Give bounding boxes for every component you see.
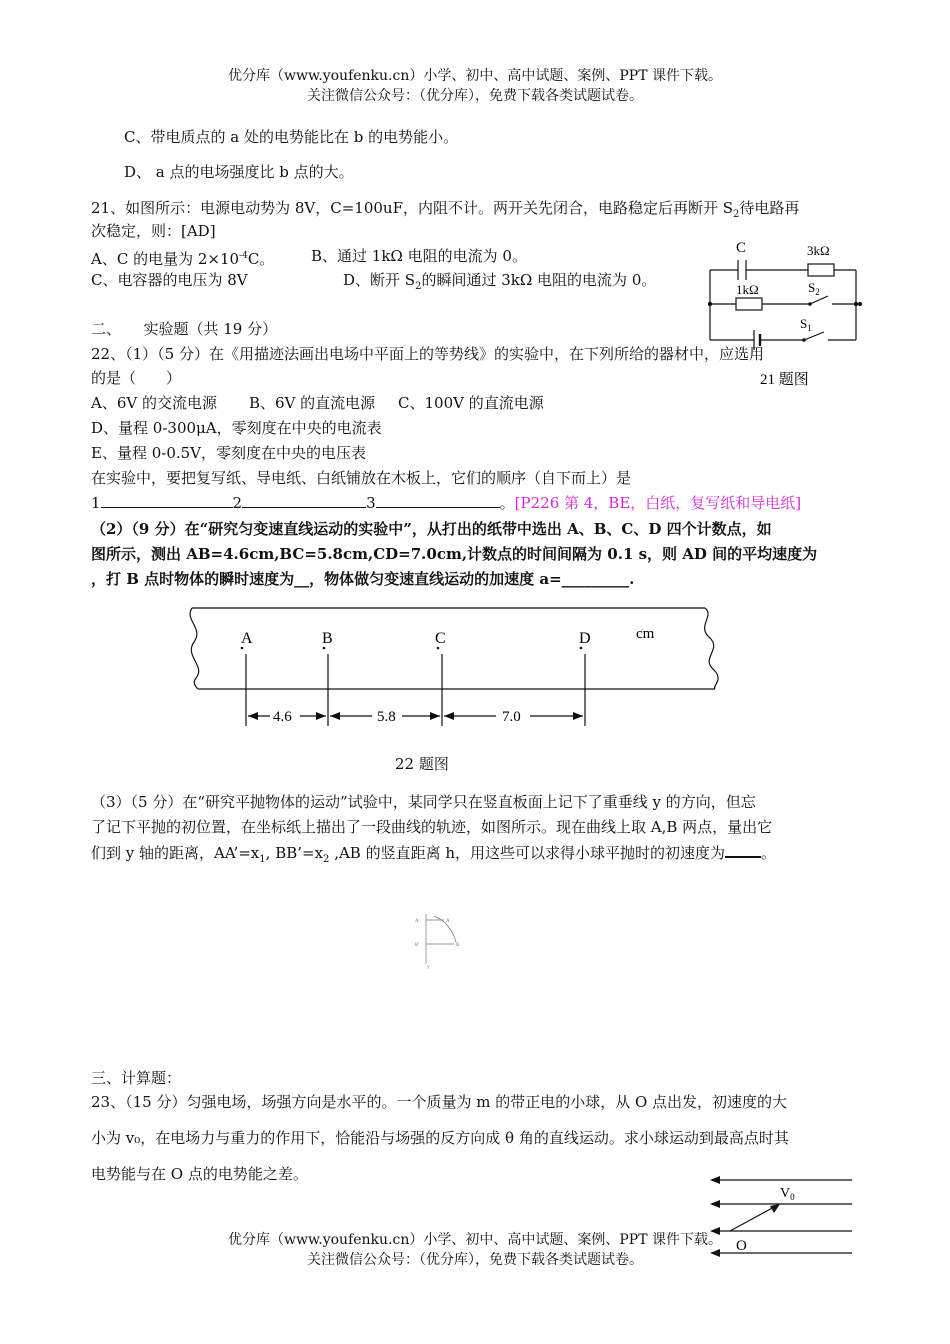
o-label: O <box>736 1238 747 1254</box>
mini-b: B <box>456 943 460 948</box>
q21-figure-caption: 21 题图 <box>760 372 809 388</box>
tape-distance-ab: 4.6 <box>273 709 292 725</box>
q22-option-d: D、量程 0-300μA，零刻度在中央的电流表 <box>91 419 382 437</box>
tape-point-c: C <box>435 630 446 647</box>
q22-option-b: B、6V 的直流电源 <box>249 394 376 412</box>
tape-point-b: B <box>322 630 333 647</box>
q22-blanks-line: 1 2 3 。[P226 第 4，BE，白纸，复写纸和导电纸] <box>91 494 802 512</box>
q21-option-a: A、C 的电量为 $2\times 10^{-4}C$。 <box>91 250 275 268</box>
q21-option-c: C、电容器的电压为 8V <box>91 271 248 289</box>
q23-line-3: 电势能与在 O 点的电势能之差。 <box>91 1165 308 1183</box>
q22-tape-figure <box>180 598 740 733</box>
tape-point-a: A <box>241 630 253 647</box>
q22-option-c: C、100V 的直流电源 <box>398 394 544 412</box>
q22-part3-line-1: （3）（5 分）在“研究平抛物体的运动”试验中，某同学只在竖直板面上记下了重垂线 y 的方向，但忘 <box>91 793 756 811</box>
label-1k: 1kΩ <box>736 282 759 297</box>
q21-circuit-figure <box>700 232 872 392</box>
section-3-title: 三、计算题： <box>91 1069 182 1087</box>
mini-y: y <box>427 965 430 970</box>
label-c: C <box>736 240 747 256</box>
q22-part2-line-3: ，打 B 点时物体的瞬时速度为__，物体做匀变速直线运动的加速度 a=_________. <box>91 570 635 588</box>
q21-stem-line-1: 21、如图所示：电源电动势为 8V，C=100uF，内阻不计。两开关先闭合，电路稳定后再断开 $S_2$待电路再 <box>91 199 800 220</box>
q22-figure-caption: 22 题图 <box>395 755 449 773</box>
q23-line-1: 23、（15 分）匀强电场，场强方向是水平的。一个质量为 m 的带正电的小球，从 O 点出发，初速度的大 <box>91 1093 788 1111</box>
q22-option-a: A、6V 的交流电源 <box>91 394 217 412</box>
q23-line-2: 小为 v₀，在电场力与重力的作用下，恰能沿与场强的反方向成 θ 角的直线运动。求小球运动到最高点时其 <box>91 1129 789 1147</box>
label-s1: $S_1$ <box>800 316 812 333</box>
q22-order-question: 在实验中，要把复写纸、导电纸、白纸铺放在木板上，它们的顺序（自下而上）是 <box>91 469 632 487</box>
q21-option-b: B、通过 1kΩ 电阻的电流为 0。 <box>311 247 527 265</box>
q22-option-e: E、量程 0-0.5V，零刻度在中央的电压表 <box>91 444 367 462</box>
resistor-3k <box>808 264 834 276</box>
q22-part1-line-1: 22、（1）（5 分）在《用描迹法画出电场中平面上的等势线》的实验中，在下列所给的器材中，应选用 <box>91 345 764 363</box>
q22-projectile-figure <box>410 910 466 972</box>
header-line-1: 优分库（www.youfenku.cn）小学、初中、高中试题、案例、PPT 课件下载。 <box>227 68 722 84</box>
q22-answer: [P226 第 4，BE，白纸，复写纸和导电纸] <box>514 494 802 512</box>
q22-part1-line-2: 的是（ ） <box>91 369 182 387</box>
label-3k: 3kΩ <box>807 243 830 258</box>
mini-a-prime: A' <box>415 919 420 924</box>
q20-option-c: C、带电质点的 a 处的电势能比在 b 的电势能小。 <box>124 128 459 146</box>
tape-unit: cm <box>636 626 655 642</box>
q20-option-d: D、 a 点的电场强度比 b 点的大。 <box>124 163 354 181</box>
resistor-1k <box>736 298 762 310</box>
q22-part3-line-2: 了记下平抛的初位置，在坐标纸上描出了一段曲线的轨迹，如图所示。现在曲线上取 A,B 两点，量出它 <box>91 818 773 836</box>
tape-point-d: D <box>579 630 591 647</box>
tape-distance-bc: 5.8 <box>377 709 396 725</box>
q22-part2-line-2: 图所示，测出 AB=4.6cm,BC=5.8cm,CD=7.0cm,计数点的时间间隔为 0.1 s，则 AD 间的平均速度为 <box>91 545 818 563</box>
mini-a: A <box>446 919 450 924</box>
v0-label: $V_0$ <box>780 1186 795 1202</box>
q22-part2-line-1: （2）（9 分）在“研究匀变速直线运动的实验中”，从打出的纸带中选出 A、B、C、D 四个计数点，如 <box>91 520 772 538</box>
footer-line-2: 关注微信公众号：（优分库），免费下载各类试题试卷。 <box>307 1252 643 1268</box>
mini-b-prime: B' <box>415 943 420 948</box>
tape-distance-cd: 7.0 <box>502 709 521 725</box>
q21-option-d: D、断开 $S_2$的瞬间通过 3kΩ 电阻的电流为 0。 <box>343 271 657 292</box>
footer-line-1: 优分库（www.youfenku.cn）小学、初中、高中试题、案例、PPT 课件下载。 <box>227 1232 722 1248</box>
label-s2: $S_2$ <box>808 280 820 297</box>
section-2-title: 二、 实验题（共 19 分） <box>91 320 278 338</box>
q21-stem-line-2: 次稳定，则：[AD] <box>91 222 216 240</box>
q22-part3-line-3: 们到 y 轴的距离，$AA’=x_1$, $BB’=x_2$ ,AB 的竖直距离 h，用这些可以求得小球平抛时的初速度为 。 <box>91 844 777 865</box>
header-line-2: 关注微信公众号：（优分库），免费下载各类试题试卷。 <box>307 88 643 104</box>
